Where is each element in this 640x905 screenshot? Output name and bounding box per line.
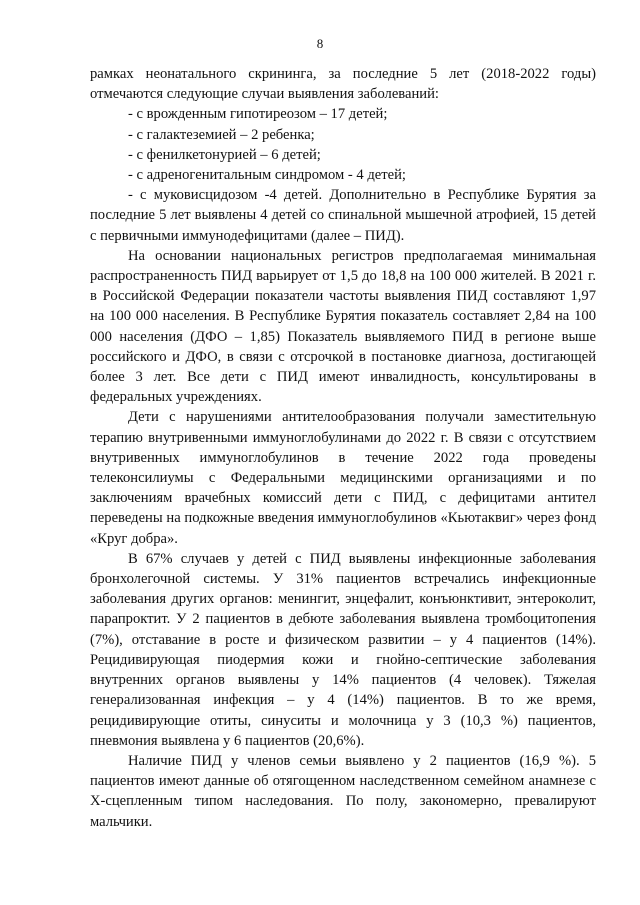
list-item: - с галактеземией – 2 ребенка; (128, 126, 315, 143)
list-item: - с врожденным гипотиреозом – 17 детей; (128, 106, 388, 123)
page-number: 8 (316, 36, 324, 51)
list-item: - с фенилкетонурией – 6 детей; (128, 146, 321, 163)
paragraph-prevalence: На основании национальных регистров предполагаемая минимальная распространенность ПИД варьирует от 1,5 до 18,8 на 100 000 жителей. В 2021 г. в Российской Федерации показатели частоты выявления ПИД составляют 1,97 на 100 000 населения. В Республике Бурятия показатель составляет 2,84 на 100 000 населения (ДФО – 1,85) Показатель выявляемого ПИД в регионе выше российского и ДФО, в связи с отсрочкой в постановке диагноза, достигающей более 3 лет. Все дети с ПИД имеют инвалидность, консультированы в федеральных учреждениях. (90, 247, 596, 406)
intro-paragraph: рамках неонатального скрининга, за последние 5 лет (2018-2022 годы) отмечаются следующие случаи выявления заболеваний: (90, 66, 596, 103)
paragraph-family: Наличие ПИД у членов семьи выявлено у 2 пациентов (16,9 %). 5 пациентов имеют данные об отягощенном наследственном семейном анамнезе с X-сцепленным типом наследования. По полу, закономерно, превалируют мальчики. (90, 752, 596, 830)
disease-list (90, 104, 596, 245)
paragraph-therapy: Дети с нарушениями антителообразования получали заместительную терапию внутривенными иммуноглобулинами до 2022 г. В связи с отсутствием внутривенных иммуноглобулинов в течение 2022 года проведены телеконсилиумы с Федеральными медицинскими организациями и по заключениям врачебных комиссий дети с ПИД, с дефицитами антител переведены на подкожные введения иммуноглобулинов «Кьютаквиг» через фонд «Круг добра». (90, 409, 596, 547)
paragraph-infections: В 67% случаев у детей с ПИД выявлены инфекционные заболевания бронхолегочной системы. У 31% пациентов встречались инфекционные заболевания других органов: менингит, энцефалит, конъюнктивит, энтероколит, парапроктит. У 2 пациентов в дебюте заболевания выявлена тромбоцитопения (7%), отставание в росте и физическом развитии – у 4 пациентов (14%). Рецидивирующая пиодермия кожи и гнойно-септические заболевания внутренних органов выявлены у 14% пациентов (4 человек). Тяжелая генерализованная инфекция – у 4 (14%) пациентов. В то же время, рецидивирующие отиты, синуситы и молочница у 3 (10,3 %) пациентов, пневмония выявлена у 6 пациентов (20,6%). (90, 550, 596, 749)
list-item: - с адреногенитальным синдромом - 4 детей; (128, 167, 406, 184)
document-body (90, 64, 596, 832)
list-item: - с муковисцидозом -4 детей. Дополнительно в Республике Бурятия за последние 5 лет выявлены 4 детей со спинальной мышечной атрофией, 15 детей с первичными иммунодефицитами (далее – ПИД). (90, 187, 596, 244)
